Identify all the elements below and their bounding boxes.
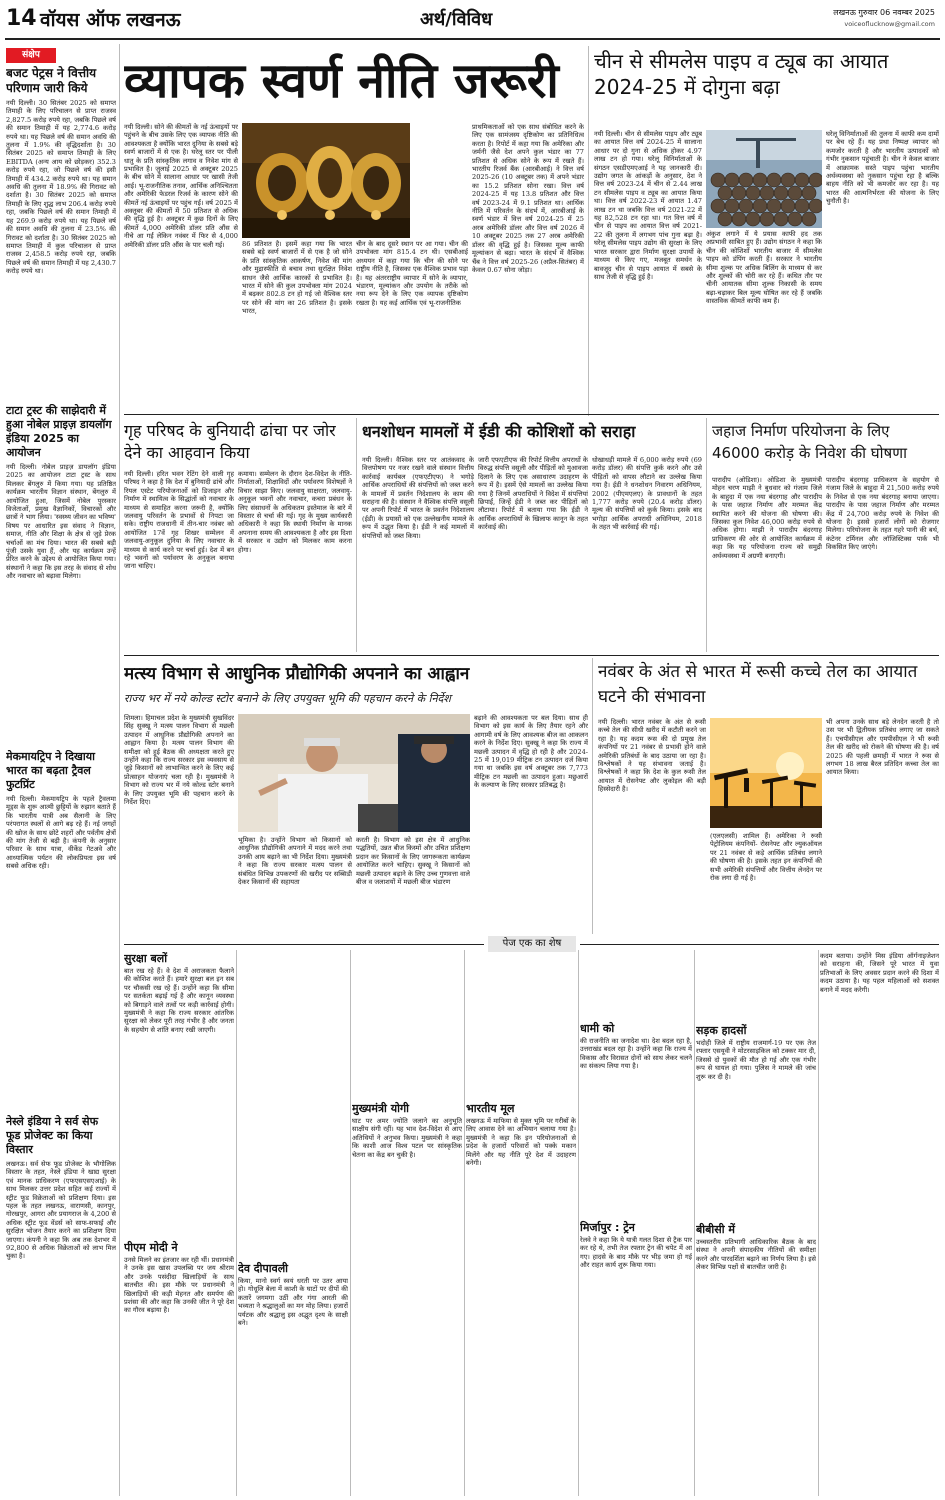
ed-divider	[706, 418, 707, 652]
oil-pumps-photo	[710, 718, 822, 828]
bottom-divider-1	[236, 950, 237, 1496]
griha-col-2: कमाया। सम्मेलन के दौरान देश-विदेश के नीति-निर्माताओं, शिक्षाविदों और पर्यावरण विशेषज्ञों ने विचार साझा किए। जलवायु साक्षरता, जलवायु-अनुकूल भवनों और नवाचार, कचरा प्रबंधन के लिए संसाधनों के अधिकतम इस्तेमाल के बारे में विस्तार से चर्चा की गई। गृह के मुख्य कार्यकारी अधिकारी ने कहा कि स्थायी निर्माण के मानक अपनाना समय की आवश्यकता है और इस दिशा में सरकार व उद्योग को मिलकर काम करना होगा।	[238, 470, 352, 554]
lead-col-2: 86 प्रतिशत है। इसमें कहा गया कि भारत सबसे बड़े स्वर्ण बाजारों में से एक है जो सोने के प्रति सांस्कृतिक आकर्षण, निवेश की मांग और मुद्रास्फीति से बचाव तथा सुरक्षित निवेश साधन जैसे आर्थिक कारकों से प्रभावित है। भारत में सोने की कुल उपभोक्ता मांग 2024 में बढ़कर 802.8 टन हो गई जो वैश्विक स्तर पर सोने की मांग का 26 प्रतिशत है। इसके भारत,	[242, 240, 352, 316]
lead-col-4: प्राथमिकताओं को एक साथ संबोधित करने के लिए एक सामंजस्य दृष्टिकोण का प्रतिनिधित्व करता है। रिपोर्ट में कहा गया कि अमेरिका और जर्मनी जैसे देश अपने कुल भंडार का 77 प्रतिशत से अधिक सोने के रूप में रखते हैं। भारतीय रिजर्व बैंक (आरबीआई) ने वित्त वर्ष 2025-26 (10 अक्टूबर तक) में अपने भंडार का 15.2 प्रतिशत सोना रखा। वित्त वर्ष 2024-25 में यह 13.8 प्रतिशत और वित्त वर्ष 2023-24 में 9.1 प्रतिशत था। आर्थिक नीति में परिवर्तन के संदर्भ में, आरबीआई के स्वर्ण भंडार में वित्त वर्ष 2024-25 में 25 अरब अमेरिकी डॉलर और वित्त वर्ष 2026 में 10 अक्टूबर 2025 तक 27 अरब अमेरिकी डॉलर की वृद्धि हुई है। जिसका मूल्य काफी मूल्यांकन से बढ़ा। भारत के संदर्भ में वैश्विक चैंब ने वित्त वर्ष 2025-26 (अप्रैल-सितंबर) में केवल 0.67 सोना जोड़ा।	[472, 123, 584, 274]
pipe-headline: चीन से सीमलेस पाइप व ट्यूब का आयात 2024-25 में दोगुना बढ़ा	[594, 49, 889, 99]
bottom-col-5	[580, 952, 692, 1496]
cont-2-title: पीएम मोदी ने	[124, 1241, 178, 1254]
page-number: 14	[6, 6, 37, 31]
pipe-col-1: नयी दिल्ली। चीन से सीमलेस पाइप और ट्यूब का आयात वित्त वर्ष 2024-25 में सालाना आधार पर दो गुना से अधिक होकर 4.97 लाख टन हो गया। घरेलू विनिर्माताओं के संगठन एसडीएमएआई ने यह जानकारी दी। उद्योग जगत के आंकड़ों के अनुसार, देश ने वित्त वर्ष 2023-24 में चीन से 2.44 लाख टन सीमलेस पाइप व ट्यूब का आयात किया था। वित्त वर्ष 2022-23 में आयात 1.47 लाख टन था जबकि वित्त वर्ष 2021-22 में यह 82,528 टन रहा था। गत वित्त वर्ष में चीन से पाइप का आयात वित्त वर्ष 2021-22 की तुलना में लगभग पांच गुना बढ़ा है। घरेलू सीमलेस पाइप उद्योग की सुरक्षा के लिए भारत सरकार द्वारा निर्माण सुरक्षा उपायों के माध्यम से किए गए, मजबूत समर्थन के बावजूद चीन से पाइप आयात में सबसे के साथ तेजी से वृद्धि हुई है।	[594, 130, 702, 281]
lead-col-3: चीन के बाद दूसरे स्थान पर आ गया। चीन की उपभोक्ता मांग 815.4 टन थी। एसबीआई अध्ययन में कहा गया कि चीन की सोने पर राष्ट्रीय नीति है, जिसका एक वैश्विक प्रभाव पड़ा है। यह अंतरराष्ट्रीय व्यापार में सोने के व्यापार, भंडारण, मूल्यांकन और उपयोग के तरीके को नया रूप देने के लिए एक व्यापक दृष्टिकोण रखता है। यह कई आर्थिक एवं भू-राजनीतिक	[356, 240, 468, 307]
pipe-col-2: अंकुश लगाने में ये प्रयास काफी हद तक अप्रभावी साबित हुए हैं। उद्योग संगठन ने कहा कि चीन की कोशिशों भारतीय बाजार में सीमलेस पाइप को डंपिंग करती हैं। सरकार ने भारतीय सीमा शुल्क पर अधिक बिलिंग के माध्यम से कर और शुल्कों की चोरी कर रहे हैं। कथित तौर पर चीनी आयातक सीमा शुल्क निकासी के समय बढ़ा-चढ़ाकर बिल मूल्य घोषित कर रहे हैं जबकि वास्तविक कीमतें काफी कम हैं।	[706, 230, 822, 306]
fish-subhead: राज्य भर में नये कोल्ड स्टोर बनाने के लिए उपयुक्त भूमि की पहचान करने के निर्देश	[124, 692, 451, 705]
pipes-photo	[706, 130, 822, 228]
ship-col-2: पारादीप बंदरगाह प्राधिकरण के सहयोग से गंजाम जिले के बाहुदा में 21,500 करोड़ रुपये के निवेश से एक नया बंदरगाह बनाया जाएगा। पारादीप के पास जहाज निर्माण और मरम्मत केंद्र में 24,700 करोड़ रुपये के निवेश की योजना है। इससे हजारों लोगों को रोजगार मिलेगा। परियोजना के तहत गहरे पानी की बर्थ, कंटेनर टर्मिनल और लॉजिस्टिक्स पार्क भी विकसित किए जाएंगे।	[826, 476, 939, 552]
pipe-col-3: घरेलू विनिर्माताओं की तुलना में काफी कम दामों पर बेच रहे हैं। यह प्रथा निष्पक्ष व्यापार को कमजोर करती है और भारतीय उत्पादकों को गंभीर नुकसान पहुंचाती है। चीन ने केवल बाजार में आक्रामक सस्ते पाइप पहुंचा भारतीय अर्थव्यवस्था को नुकसान पहुंचा रहा है बल्कि बाहय नीति को भी कमजोर कर रहा है। यह भारत की आत्मनिर्भरता की योजना के लिए चुनौती है।	[826, 130, 939, 206]
row-1-rule	[124, 414, 939, 415]
ed-headline: धनशोधन मामलों में ईडी की कोशिशों को सराहा	[362, 422, 636, 441]
brief-4-title: नेस्ले इंडिया ने सर्व सेफ फूड प्रोजेक्ट का किया विस्तार	[6, 1115, 99, 1156]
cont-5-body: लखनऊ में माफिया से मुक्त भूमि पर गरीबों के लिए आवास देने का अभियान चलाया गया है। मुख्यमंत्री ने कहा कि इन परियोजनाओं से प्रदेश के हजारों परिवारों को पक्के मकान मिलेंगे और यह नीति पूरे देश में उदाहरण बनेगी।	[466, 1117, 576, 1168]
fish-col-1: शिमला। हिमाचल प्रदेश के मुख्यमंत्री सुखविंदर सिंह सुक्खू ने मत्स्य पालन विभाग से मछली उत्पादन में आधुनिक प्रौद्योगिकी अपनाने का आह्वान किया है। मत्स्य पालन विभाग की समीक्षा को हुई बैठक की अध्यक्षता करते हुए उन्होंने कहा कि राज्य सरकार इस व्यवसाय से जुड़े किसानों को लाभान्वित करने के लिए कई प्रोत्साहन योजनाएं चला रही है। मुख्यमंत्री ने विभाग को राज्य भर में नये कोल्ड स्टोर बनाने के लिए उपयुक्त भूमि की पहचान करने के निर्देश दिए।	[124, 714, 234, 807]
masthead-rule	[5, 38, 940, 40]
ship-headline: जहाज निर्माण परियोजना के लिए 46000 करोड़ के निवेश की घोषणा	[712, 422, 907, 462]
fish-col-2: भूमिका है। उन्होंने विभाग को किसानों को आधुनिक प्रौद्योगिकी अपनाने में मदद करने तथा उनकी आय बढ़ाने का भी निर्देश दिया। मुख्यमंत्री ने कहा कि राज्य सरकार मत्स्य पालन से संबंधित विभिन्न उपकरणों की खरीद पर सब्सिडी देकर किसानों की सहायता	[238, 836, 352, 887]
sidebar-brief-4	[6, 1115, 116, 1495]
brief-1-body: नयी दिल्ली। 30 सितंबर 2025 को समाप्त तिमाही के लिए परिचालन से प्राप्त राजस्व 2,827.5 करोड़ रुपये रहा, जबकि पिछले वर्ष की समान तिमाही में यह 2,774.6 करोड़ रुपये था। यह पिछले वर्ष की समान अवधि की तुलना में 1.9% की वृद्धिदर्शाता है। 30 सितंबर 2025 को समाप्त तिमाही के लिए EBITDA (अन्य आय को छोड़कर) 352.3 करोड़ रुपये रहा, जो पिछले वर्ष की इसी तिमाही में 434.2 करोड़ रुपये था। यह समान अवधि की तुलना में 18.9% की गिरावट को दर्शाता है। 30 सितंबर 2025 को समाप्त तिमाही के लिए शुद्ध लाभ 206.4 करोड़ रुपये रहा, जबकि पिछले वर्ष की समान तिमाही में यह 269.9 करोड़ रुपये था। यह पिछले वर्ष की समान अवधि की तुलना में 23.5% की गिरावट को दर्शाता है। 30 सितंबर 2025 को समाप्त तिमाही में कुल परिचालन से प्राप्त राजस्व 2,458.5 करोड़ रुपये रहा, जबकि पिछले वर्ष की समान तिमाही में यह 2,430.7 करोड़ रुपये था।	[6, 99, 116, 276]
bottom-divider-4	[578, 950, 579, 1496]
oil-col-1: नयी दिल्ली। भारत नवंबर के अंत से रूसी कच्चे तेल की सीधी खरीद में कटौती करने जा रहा है। यह कदम रूस की दो प्रमुख तेल कंपनियों पर 21 नवंबर से प्रभावी होने वाले अमेरिकी प्रतिबंधों के बाद उठाया जा रहा है। विश्लेषकों ने यह संभावना जताई है। विश्लेषकों ने कहा कि देश के कुल रूसी तेल आयात में रोसनेफ्ट और लुकोइल की बड़ी हिस्सेदारी है।	[598, 718, 706, 794]
brief-2-title: टाटा ट्रस्ट की साझेदारी में हुआ नोबेल प्राइज़ डायलॉग इंडिया 2025 का आयोजन	[6, 404, 112, 459]
cont-9-title: बीबीसी में	[696, 1223, 735, 1236]
sidebar-brief-2	[6, 404, 116, 744]
bottom-divider-2	[350, 950, 351, 1496]
ed-col-3: धोखाधड़ी मामले में 6,000 करोड़ रुपये (69 करोड़ डॉलर) की संपत्ति कुर्क करने और उसे पीड़ितों को वापस लौटाने का उल्लेख किया गया है। ईडी ने धनशोधन निवारण अधिनियम, 2002 (पीएमएलए) के प्रावधानों के तहत 1,777 करोड़ रुपये (20.4 करोड़ डॉलर) मूल्य की संपत्तियों को कुर्क किया। इसके बाद भगोड़ा आर्थिक अपराधी अधिनियम, 2018 के तहत भी कार्रवाई की गई।	[592, 456, 702, 532]
brief-3-body: नयी दिल्ली। मेकमायट्रिप के पहले ट्रैवलमा मूड्स के शुरू आत्मी छुट्टियों के रुझान बताते हैं कि भारतीय यात्री अब सैलानी के लिए परंपरागत स्थलों से आगे बढ़ रहे हैं। नई जगहों की खोज के साथ छोटे शहरों और पर्वतीय क्षेत्रों की मांग तेजी से बढ़ी है। कंपनी के अनुसार परिवार के साथ यात्रा, वीकेंड गेटअवे और आध्यात्मिक पर्यटन की लोकप्रियता इस वर्ष सबसे अधिक रही।	[6, 795, 116, 871]
bottom-divider-5	[694, 950, 695, 1496]
brief-4-body: लखनऊ। सर्व सेफ फूड प्रोजेक्ट के भौगोलिक विस्तार के तहत, नेस्ले इंडिया ने खाद्य सुरक्षा एवं मानक प्राधिकरण (एफएसएसएआई) के साथ मिलकर उत्तर प्रदेश सहित कई राज्यों में स्ट्रीट फूड विक्रेताओं को प्रशिक्षण दिया। इस पहल के तहत लखनऊ, वाराणसी, कानपुर, गोरखपुर, आगरा और प्रयागराज के 4,200 से अधिक स्ट्रीट फूड वेंडर्स को साफ-सफाई और सुरक्षित भोजन तैयार करने का प्रशिक्षण दिया जाएगा। कंपनी ने कहा कि अब तक देशभर में 92,800 से अधिक विक्रेताओं को लाभ मिल चुका है।	[6, 1160, 116, 1261]
row-2-rule	[124, 655, 939, 656]
cont-7-title: मिर्जापुर : ट्रेन	[580, 1221, 635, 1234]
cont-10-body: कदम बताया। उन्होंने मिस इंडिया ऑर्गनाइजेशन को सराहना की, जिसने पूरे भारत में युवा प्रतिभाओं के लिए अवसर प्रदान करने की दिशा में कदम उठाया है। यह पहल महिलाओं को सशक्त बनाने में मदद करेगी।	[820, 952, 939, 994]
cont-7-body: रेलवे ने कहा कि ये यात्री गलत दिशा से ट्रैक पार कर रहे थे, तभी तेज रफ्तार ट्रेन की चपेट में आ गए। हादसे के बाद मौके पर भीड़ जमा हो गई और राहत कार्य शुरू किया गया।	[580, 1236, 692, 1270]
bottom-divider-3	[464, 950, 465, 1496]
oil-headline: नवंबर के अंत से भारत में रूसी कच्चे तेल का आयात घटने की संभावना	[598, 662, 918, 707]
bottom-col-6	[696, 952, 816, 1496]
oil-col-2: (एलएलसी) शामिल हैं। अमेरिका ने रूसी पेट्रोलियम कंपनियों- रोसनेफ्ट और ल्युकऑयल पर 21 नवंबर से कड़े आर्थिक प्रतिबंध लगाने की घोषणा की है। इसके तहत इन कंपनियों की सभी अमेरिकी संपत्तियों और वित्तीय लेनदेन पर रोक लगा दी गई है।	[710, 832, 822, 883]
cont-1-title: सुरक्षा बलों	[124, 952, 168, 965]
griha-col-1: नयी दिल्ली। हरित भवन रेटिंग देने वाली गृह परिषद ने कहा है कि देश में बुनियादी ढांचे और रियल एस्टेट परियोजनाओं को डिजाइन और निर्माण में स्थायित्व के सिद्धांतों को नवाचार के माध्यम से समाहित करना जरूरी है, क्योंकि जलवायु परिवर्तन के प्रभावों से निपटा जा सके। राष्ट्रीय राजधानी में तीन-चार नवंबर को आयोजित 17वें गृह शिखर सम्मेलन में जलवायु-अनुकूल दुनिया के लिए नवाचार के माध्यम से कार्य करने पर चर्चा हुई। देश में बन रहे भवनों को पर्यावरण के अनुकूल बनाया जाना चाहिए।	[124, 470, 234, 571]
cont-4-body: घाट पर अमर ज्योति जलाने का अनुभूति साक्षीय संगी रहीं। यह भाव देश-विदेश से आए अतिथियों ने अनुभव किया। मुख्यमंत्री ने कहा कि काशी आज विश्व पटल पर सांस्कृतिक चेतना का केंद्र बन चुकी है।	[352, 1117, 462, 1159]
cont-6-title: धामी को	[580, 1022, 615, 1035]
fish-headline: मत्स्य विभाग से आधुनिक प्रौद्योगिकी अपनाने का आह्वान	[124, 664, 470, 684]
row-3-rule-right	[580, 944, 939, 945]
bottom-col-2	[238, 952, 348, 1496]
date-line: लखनऊ गुरुवार 06 नवम्बर 2025	[833, 8, 935, 17]
lead-col-1: नयी दिल्ली। सोने की कीमतों के नई ऊंचाइयों पर पहुंचने के बीच उसके लिए एक व्यापक नीति की आवश्यकता है क्योंकि भारत दुनिया के सबसे बड़े स्वर्ण बाजारों में से एक है। घरेलू स्तर पर पीली धातु के प्रति सांस्कृतिक लगाव व निवेश मांग से प्रभावित है। जुलाई 2025 से अक्टूबर 2025 के बीच सोने में सालाना आधार पर खासी तेजी आई। भू-राजनीतिक तनाव, आर्थिक अनिश्चितता और अमेरिकी फेडरल रिजर्व के कारण सोने की कीमतें नई ऊंचाइयों पर पहुंच गईं। वर्ष 2025 में अक्तूबर की कीमतों में 50 प्रतिशत से अधिक की वृद्धि हुई है। अक्टूबर में कुछ दिनों के लिए कीमतें 4,000 अमेरिकी डॉलर प्रति औंस से नीचे आ गईं लेकिन नवंबर में फिर से 4,000 अमेरिकी डॉलर प्रति औंस के पार चली गई।	[124, 123, 238, 249]
sidebar-brief-3	[6, 750, 116, 1110]
cont-6-body: की राजनीति का जनादेश था। देश बदल रहा है, उत्तराखंड बदल रहा है। उन्होंने कहा कि राज्य में विकास और विरासत दोनों को साथ लेकर चलने का संकल्प लिया गया है।	[580, 1037, 692, 1071]
continued-label: पेज एक का शेष	[488, 936, 576, 952]
brief-1-title: बजट पेट्रस ने वित्तीय परिणाम जारी किये	[6, 66, 97, 95]
row-3-rule-left	[124, 944, 484, 945]
cont-4-title: मुख्यमंत्री योगी	[352, 1102, 409, 1115]
griha-divider	[356, 418, 357, 652]
email: voiceoflucknow@gmail.com	[844, 20, 935, 28]
cont-3-title: देव दीपावली	[238, 1262, 288, 1275]
lead-headline: व्यापक स्वर्ण नीति जरूरी	[124, 53, 559, 109]
lead-divider	[588, 46, 589, 416]
cont-8-body: भदोही जिले में राष्ट्रीय राजमार्ग-19 पर एक तेज रफ्तार एसयूवी ने मोटरसाइकिल को टक्कर मार दी, जिससे दो युवकों की मौत हो गई और एक गंभीर रूप से घायल हो गया। पुलिस ने मामले की जांच शुरू कर दी है।	[696, 1039, 816, 1081]
ed-col-2: जारी एफएटीएफ की रिपोर्ट वित्तीय अपराधों के विरुद्ध संपत्ति वसूली और पीड़ितों को मुआवजा दिलाने के लिए एक असाधारण उदाहरण के रूप में है। इसमें ऐसे मामलों का उल्लेख किया गया है जिनमें अपराधियों ने विदेश में संपत्तियां छिपाईं, जिन्हें ईडी ने जब्त कर पीड़ितों को लौटाया। रिपोर्ट में बताया गया कि ईडी ने आर्थिक अपराधियों के खिलाफ कानून के तहत कार्रवाई की।	[478, 456, 588, 532]
cont-9-body: उच्चस्तरीय प्रतिभागी आधिकारिक बैठक के बाद संस्था ने अपनी संपादकीय नीतियों की समीक्षा करने और पारदर्शिता बढ़ाने का निर्णय लिया है। इसे लेकर विभिन्न पक्षों से बातचीत जारी है।	[696, 1238, 816, 1272]
fish-col-3: करती है। विभाग को इस क्षेत्र में आधुनिक पद्धतियों, उन्नत बीज किस्मों और उचित प्रशिक्षण प्रदान कर किसानों के लिए जागरूकता कार्यक्रम आयोजित करने चाहिए। सुक्खू ने किसानों को मछली उत्पादन बढ़ाने के लिए उच्च गुणवत्ता वाले बीज व जलाशयों में मछली बीज भंडारण	[356, 836, 470, 887]
fish-col-4: बढ़ाने की आवश्यकता पर बल दिया। साथ ही विभाग को इस कार्य के लिए तैयार रहने और आगामी वर्ष के लिए आवश्यक बीज का आकलन करने के निर्देश दिए। सुक्खू ने कहा कि राज्य में मछली उत्पादन में वृद्धि हो रही है और 2024-25 में 19,019 मीट्रिक टन उत्पादन दर्ज किया गया था जबकि इस वर्ष अक्टूबर तक 7,773 मीट्रिक टन मछली का उत्पादन हुआ। मछुआरों के कल्याण के लिए सरकार प्रतिबद्ध है।	[474, 714, 588, 790]
cont-2-body: उनसे मिलने का इंतजार कर रही थीं। प्रधानमंत्री ने उनके इस खास उपलब्धि पर जय श्रीराम और उनके पसंदीदा खिलाड़ियों के साथ बातचीत की। इस मौके पर प्रधानमंत्री ने खिलाड़ियों की कड़ी मेहनत और समर्पण की प्रशंसा की और कहा कि उनकी जीत ने पूरे देश का गौरव बढ़ाया है।	[124, 1256, 234, 1315]
section-label: अर्थ/विविध	[420, 9, 493, 30]
brief-3-title: मेकमायट्रिप ने दिखाया भारत का बढ़ता ट्रैवल फुटप्रिंट	[6, 750, 96, 791]
cont-5-title: भारतीय मूल	[466, 1102, 515, 1115]
paper-name: वॉयस ऑफ लखनऊ	[40, 9, 181, 31]
bottom-col-4	[466, 952, 576, 1496]
sidebar-brief-1	[6, 66, 116, 402]
masthead	[0, 0, 945, 40]
ship-col-1: पारादीप (ओडिशा)। ओडिशा के मुख्यमंत्री मोहन चरण माझी ने बुधवार को गंजाम जिले के बाहुदा में एक नया बंदरगाह और पारादीप के पास जहाज निर्माण और मरम्मत केंद्र स्थापित करने की योजना की घोषणा की। जिसका कुल निवेश 46,000 करोड़ रुपये से अधिक होगा। माझी ने पारादीप बंदरगाह प्राधिकरण की ओर से आयोजित कार्यक्रम में कहा कि यह परियोजना राज्य को समुद्री अर्थव्यवस्था में अग्रणी बनाएगी।	[712, 476, 822, 560]
gold-jewellery-photo	[242, 123, 410, 238]
bottom-col-1	[124, 952, 234, 1496]
bottom-divider-6	[818, 950, 819, 1496]
sidebar-tag: संक्षेप	[6, 48, 56, 63]
cont-1-body: बात रख रहे हैं। वे देश में अराजकता फैलाने की कोशिश करते हैं। हमारे सुरक्षा बल इन सब पर चौकसी रख रहे हैं। उन्होंने कहा कि सीमा पर सतर्कता बढ़ाई गई है और कानून व्यवस्था को बिगाड़ने वाले तत्वों पर कड़ी कार्रवाई होगी। मुख्यमंत्री ने कहा कि राज्य सरकार आंतरिक सुरक्षा को लेकर पूरी तरह गंभीर है और जनता के सहयोग से शांति बनाए रखी जाएगी।	[124, 967, 234, 1034]
fish-divider	[592, 658, 593, 934]
chief-minister-photo	[238, 714, 470, 832]
brief-2-body: नयी दिल्ली। नोबेल प्राइज़ डायलॉग इंडिया 2025 का आयोजन टाटा ट्रस्ट के साथ मिलकर बेंगलुरु में किया गया। यह प्रतिष्ठित कार्यक्रम भारतीय विज्ञान संस्थान, बेंगलुरु में आयोजित हुआ, जिसमें नोबेल पुरस्कार विजेताओं, प्रमुख वैज्ञानिकों, विचारकों और छात्रों ने भाग लिया। 'स्वस्थ्य जीवन का भविष्य' विषय पर आधारित इस संवाद ने विज्ञान, समाज, नीति और शिक्षा के क्षेत्र से जुड़े प्रेरक चर्चाओं का मंच दिया। भारत की सबसे बड़ी पूंजी उसके युवा हैं, और यह कार्यक्रम उन्हें प्रेरित करने के उद्देश्य से आयोजित किया गया। संस्थानों ने कहा कि इस तरह के संवाद से शोध और नवाचार को बढ़ावा मिलेगा।	[6, 463, 116, 581]
cont-3-body: किया, मानो स्वर्ग स्वयं धरती पर उतर आया हो। गोधूलि बेला में काशी के घाटों पर दीपों की कतारें जगमगा उठीं और गंगा आरती की भव्यता ने श्रद्धालुओं का मन मोह लिया। हजारों पर्यटक और श्रद्धालु इस अद्भुत दृश्य के साक्षी बने।	[238, 1277, 348, 1328]
griha-headline: गृह परिषद के बुनियादी ढांचा पर जोर देने का आहवान किया	[124, 421, 336, 462]
cont-8-title: सड़क हादसों	[696, 1024, 747, 1037]
bottom-col-7	[820, 952, 939, 1496]
ed-col-1: नयी दिल्ली। वैश्विक स्तर पर आतंकवाद के वित्तपोषण पर नजर रखने वाले संस्थान वित्तीय कार्रवाई कार्यबल (एफएटीएफ) ने भगोड़े आर्थिक अपराधियों की संपत्तियों को जब्त करने के मामलों में प्रवर्तन निदेशालय के काम की सराहना की है। संस्थान ने वैश्विक संपत्ति वसूली पर अपनी रिपोर्ट में भारत के प्रवर्तन निदेशालय (ईडी) के प्रयासों को एक उल्लेखनीय मामले के रूप में उद्धृत किया है। ईडी ने कई मामलों में संपत्तियों को जब्त किया।	[362, 456, 474, 540]
bottom-col-3	[352, 952, 462, 1496]
oil-col-3: भी अपना उनके साथ बड़े लेनदेन करती है तो उस पर भी द्वितीयक प्रतिबंध लगाए जा सकते हैं। एचपीसीएल और एमपीसीएल ने भी रूसी तेल की खरीद को रोकने की घोषणा की है। वर्ष 2025 की पहली छमाही में भारत ने रूस से लगभग 18 लाख बैरल प्रतिदिन कच्चा तेल का आयात किया।	[826, 718, 939, 777]
sidebar-divider	[119, 44, 120, 1496]
